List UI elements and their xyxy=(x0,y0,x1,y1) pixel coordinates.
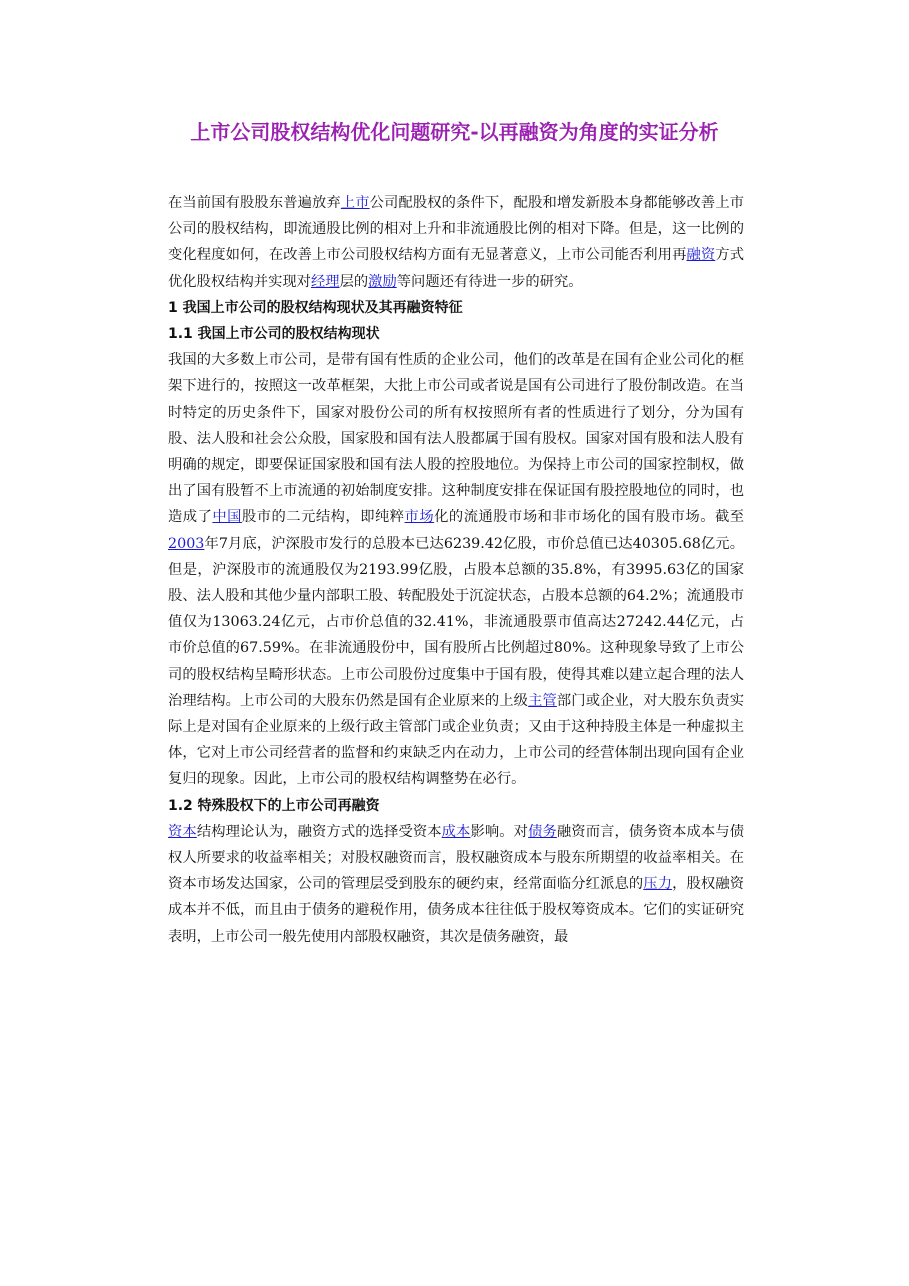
text-run: 影响。对 xyxy=(470,823,529,840)
link-jili[interactable]: 激励 xyxy=(368,273,397,290)
link-jingli[interactable]: 经理 xyxy=(310,273,340,290)
section-heading-1-2: 1.2 特殊股权下的上市公司再融资 xyxy=(168,797,380,814)
link-shangshi[interactable]: 上市 xyxy=(340,195,370,211)
link-zhaiwu[interactable]: 债务 xyxy=(528,823,557,840)
section-1-2-paragraph xyxy=(168,819,744,950)
link-rongzi[interactable]: 融资 xyxy=(686,247,716,264)
text-run: 等问题还有待进一步的研究。 xyxy=(396,273,583,290)
link-shichang[interactable]: 市场 xyxy=(404,509,435,526)
text-run: 在当前国有股股东普遍放弃 xyxy=(168,195,341,211)
link-2003[interactable]: 2003 xyxy=(168,535,205,552)
text-run: 部门或企业，对大股东负责实际上是对国有企业原来的上级行政主管部门或企业负责；又由于这种持股主体是一种虚拟主体，它对上市公司经营者的监督和约束缺乏内在动力，上市公司的经营体制出现向国有企业复归的现象。因此，上市公司的股权结构调整势在必行。 xyxy=(168,692,745,788)
text-run: 层的 xyxy=(339,273,369,290)
text-run: 年7月底，沪深股市发行的总股本已达6239.42亿股，市价总值已达40305.68亿元。但是，沪深股市的流通股仅为2193.99亿股，占股本总额的35.8%，有3995.63亿的国家股、法人股和其他少量内部职工股、转配股处于沉淀状态，占股本总额的64.2%；流通股市值仅为13063.24亿元，占市价总值的32.41%，非流通股票市值高达27242.44亿元，占市价总值的67.59%。在非流通股份中，国有股所占比例超过80%。这种现象导致了上市公司的股权结构呈畸形状态。上市公司股份过度集中于国有股，使得其难以建立起合理的法人治理结构。上市公司的大股东仍然是国有企业原来的上级 xyxy=(168,535,744,709)
text-run: 方式优化股权结构并实现对 xyxy=(168,247,745,290)
document-body xyxy=(168,190,744,950)
document-title: 上市公司股权结构优化问题研究-以再融资为角度的实证分析 xyxy=(190,120,719,144)
link-yali[interactable]: 压力 xyxy=(643,876,673,893)
section-1-1-paragraph xyxy=(168,347,744,792)
text-run: 融资而言，债务资本成本与债权人所要求的收益率相关；对股权融资而言，股权融资成本与股东所期望的收益率相关。在资本市场发达国家，公司的管理层受到股东的硬约束，经常面临分红派息的 xyxy=(168,823,745,893)
text-run: ，股权融资成本并不低，而且由于债务的避税作用，债务成本往往低于股权筹资成本。它们的实证研究表明，上市公司一般先使用内部股权融资，其次是债务融资，最 xyxy=(168,876,745,945)
section-heading-1-1: 1.1 我国上市公司的股权结构现状 xyxy=(168,326,380,343)
text-run: 股市的二元结构，即纯粹 xyxy=(241,509,405,526)
section-heading-1: 1 我国上市公司的股权结构现状及其再融资特征 xyxy=(168,299,463,316)
link-zhongguo[interactable]: 中国 xyxy=(212,509,242,526)
text-run: 结构理论认为，融资方式的选择受资本 xyxy=(196,823,442,840)
link-chengben[interactable]: 成本 xyxy=(441,823,471,840)
link-zhuguan[interactable]: 主管 xyxy=(528,692,557,709)
intro-paragraph xyxy=(168,190,744,295)
text-run: 化的流通股市场和非市场化的国有股市场。截至 xyxy=(434,509,745,526)
text-run: 公司配股权的条件下，配股和增发新股本身都能够改善上市公司的股权结构，即流通股比例的相对上升和非流通股比例的相对下降。但是，这一比例的变化程度如何，在改善上市公司股权结构方面有无显著意义，上市公司能否利用再 xyxy=(168,195,745,264)
link-ziben[interactable]: 资本 xyxy=(168,823,197,840)
text-run: 我国的大多数上市公司，是带有国有性质的企业公司，他们的改革是在国有企业公司化的框架下进行的，按照这一改革框架，大批上市公司或者说是国有公司进行了股份制改造。在当时特定的历史条件下，国家对股份公司的所有权按照所有者的性质进行了划分，分为国有股、法人股和社会公众股，国家股和国有法人股都属于国有股权。国家对国有股和法人股有明确的规定，即要保证国家股和国有法人股的控股地位。为保持上市公司的国家控制权，做出了国有股暂不上市流通的初始制度安排。这种制度安排在保证国有股控股地位的同时，也造成了 xyxy=(168,352,744,526)
